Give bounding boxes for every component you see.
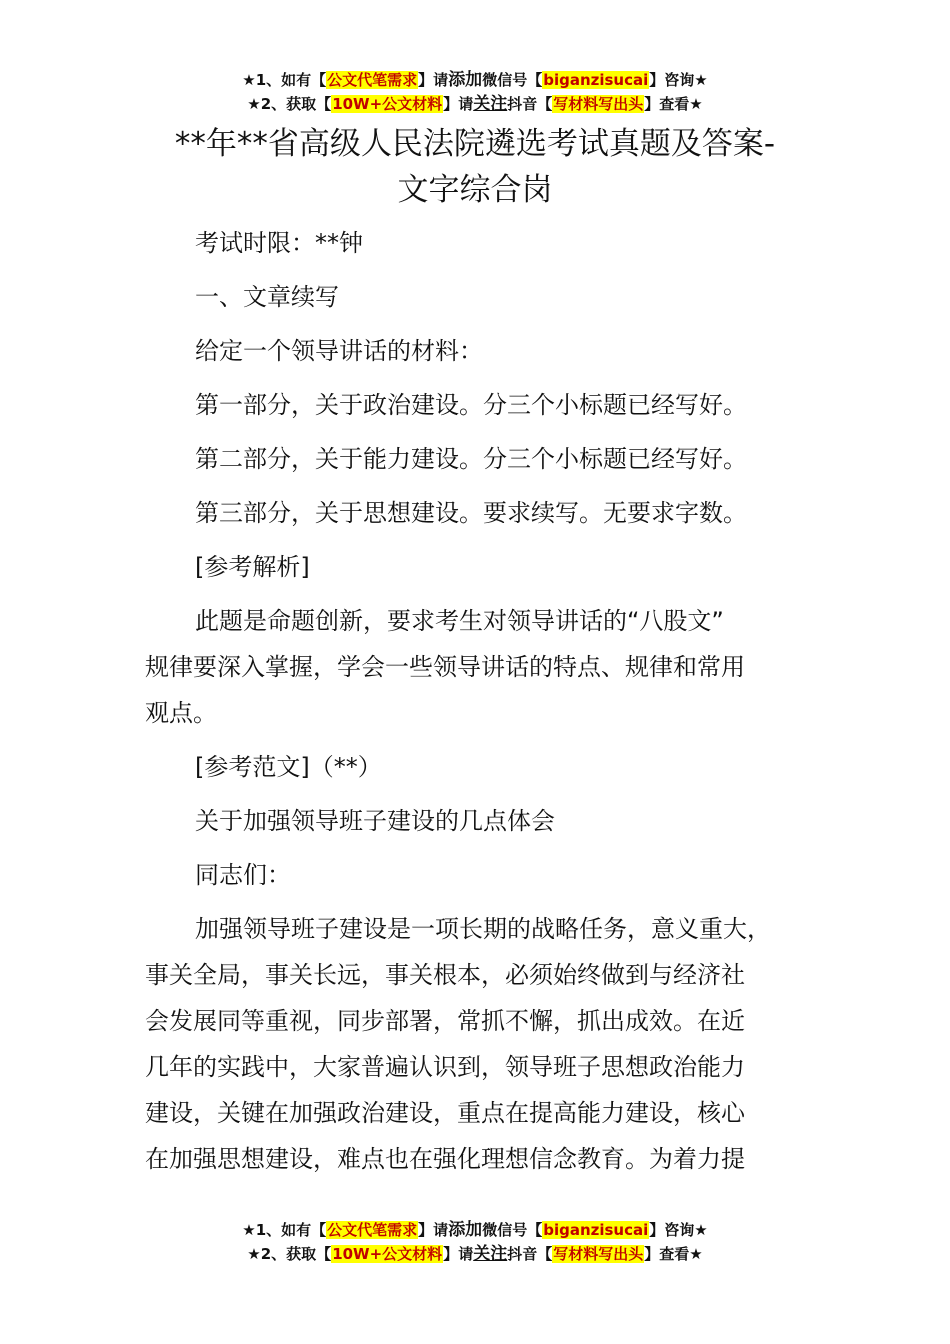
douyin-id: 写材料写出头 bbox=[553, 95, 644, 113]
document-body bbox=[145, 220, 835, 1190]
banner-text: 】咨询★ bbox=[649, 1221, 708, 1239]
highlight-text: 公文代笔需求 bbox=[327, 1221, 418, 1239]
header-banner bbox=[0, 68, 950, 116]
reference-sample-label: [参考范文]（**） bbox=[195, 753, 382, 781]
text-line: 会发展同等重视，同步部署，常抓不懈，抓出成效。在近 bbox=[145, 1007, 745, 1035]
text-line: 事关全局，事关长远，事关根本，必须始终做到与经济社 bbox=[145, 961, 745, 989]
wechat-id: biganzisucai bbox=[543, 71, 649, 89]
highlight-text: 10W+公文材料 bbox=[332, 95, 443, 113]
text-line: 加强领导班子建设是一项长期的战略任务，意义重大， bbox=[195, 915, 771, 943]
text-line: 在加强思想建设，难点也在强化理想信念教育。为着力提 bbox=[145, 1145, 745, 1173]
banner-text: ★2、获取【 bbox=[247, 95, 332, 113]
title-line: 文字综合岗 bbox=[397, 172, 553, 208]
paragraph: 第三部分，关于思想建设。要求续写。无要求字数。 bbox=[195, 499, 747, 527]
section-heading: 一、文章续写 bbox=[195, 283, 339, 311]
paragraph: 第一部分，关于政治建设。分三个小标题已经写好。 bbox=[195, 391, 747, 419]
text-line: 规律要深入掌握，学会一些领导讲话的特点、规律和常用 bbox=[145, 653, 745, 681]
banner-text: 】查看★ bbox=[644, 95, 703, 113]
document-title bbox=[130, 121, 820, 213]
text-line: 观点。 bbox=[145, 699, 217, 727]
body-paragraph bbox=[145, 906, 835, 1182]
banner-text: 】请 bbox=[418, 1221, 449, 1239]
banner-text: 】请 bbox=[443, 1245, 474, 1263]
banner-text: 】请 bbox=[418, 71, 449, 89]
speech-title: 关于加强领导班子建设的几点体会 bbox=[195, 807, 555, 835]
banner-text: 】查看★ bbox=[644, 1245, 703, 1263]
banner-text: 微信号【 bbox=[482, 71, 543, 89]
banner-text: 微信号【 bbox=[482, 1221, 543, 1239]
footer-banner bbox=[0, 1218, 950, 1266]
banner-line-2 bbox=[0, 92, 950, 116]
banner-text: 抖音【 bbox=[507, 95, 553, 113]
douyin-id: 写材料写出头 bbox=[553, 1245, 644, 1263]
wechat-id: biganzisucai bbox=[543, 1221, 649, 1239]
banner-line-2 bbox=[0, 1242, 950, 1266]
text-line: 建设，关键在加强政治建设，重点在提高能力建设，核心 bbox=[145, 1099, 745, 1127]
text-line: 此题是命题创新，要求考生对领导讲话的“八股文” bbox=[195, 607, 724, 635]
reference-analysis-label: [参考解析] bbox=[195, 553, 310, 581]
banner-text: ★2、获取【 bbox=[247, 1245, 332, 1263]
highlight-text: 10W+公文材料 bbox=[332, 1245, 443, 1263]
banner-text: ★1、如有【 bbox=[242, 71, 327, 89]
banner-text: 抖音【 bbox=[507, 1245, 553, 1263]
banner-text: 】请 bbox=[443, 95, 474, 113]
banner-text: ★1、如有【 bbox=[242, 1221, 327, 1239]
title-line: **年**省高级人民法院遴选考试真题及答案- bbox=[174, 126, 776, 162]
paragraph: 给定一个领导讲话的材料： bbox=[195, 337, 483, 365]
highlight-text: 公文代笔需求 bbox=[327, 71, 418, 89]
greeting: 同志们： bbox=[195, 861, 291, 889]
banner-text: 添加 bbox=[448, 1220, 483, 1240]
banner-text: 】咨询★ bbox=[649, 71, 708, 89]
exam-time: 考试时限：**钟 bbox=[195, 229, 363, 257]
paragraph: 第二部分，关于能力建设。分三个小标题已经写好。 bbox=[195, 445, 747, 473]
banner-text: 关注 bbox=[473, 1244, 508, 1264]
banner-text: 添加 bbox=[448, 70, 483, 90]
analysis-paragraph bbox=[145, 598, 835, 736]
banner-text: 关注 bbox=[473, 94, 508, 114]
text-line: 几年的实践中，大家普遍认识到，领导班子思想政治能力 bbox=[145, 1053, 745, 1081]
banner-line-1 bbox=[0, 68, 950, 92]
banner-line-1 bbox=[0, 1218, 950, 1242]
